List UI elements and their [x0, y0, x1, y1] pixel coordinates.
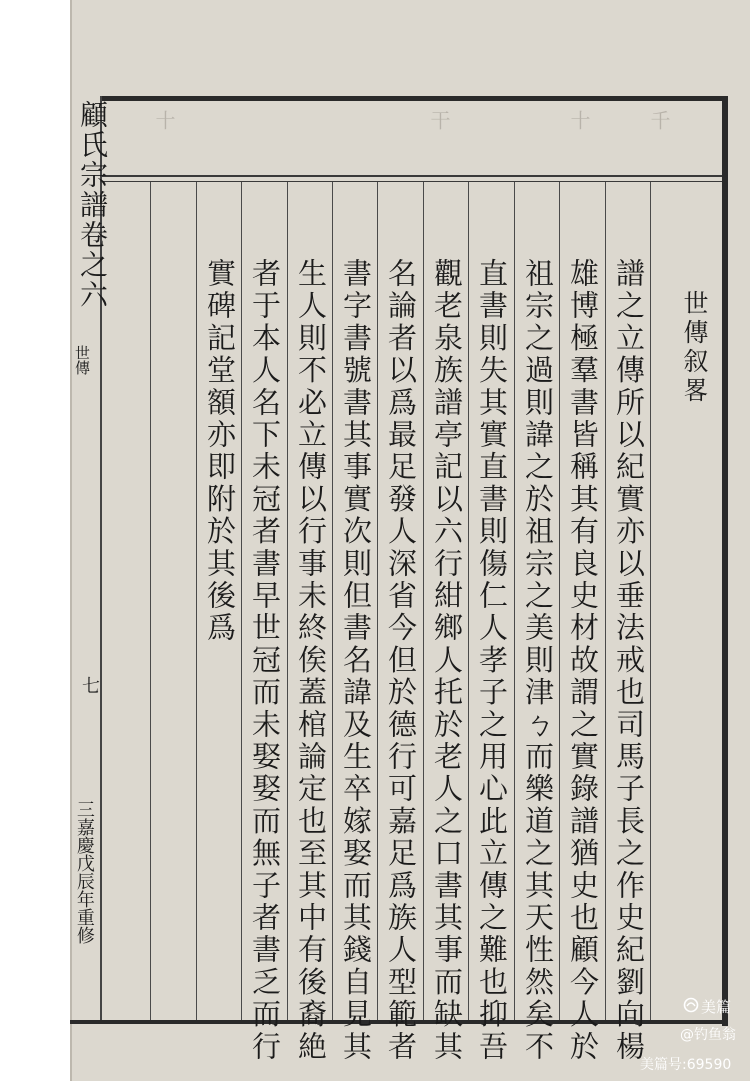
watermark-brand: 美篇	[701, 998, 732, 1016]
column-rule	[423, 182, 424, 1020]
text-column: 生人則不必立傳以行事未終俟蓋棺論定也至其中有後裔絶	[294, 258, 328, 1063]
header-band-rule	[100, 175, 722, 177]
text-column: 雄博極羣書皆稱其有良史材故謂之實錄譜猶史也顧今人於	[566, 258, 600, 1063]
column-rule	[150, 182, 151, 1020]
text-column: 譜之立傳所以紀實亦以垂法戒也司馬子長之作史紀劉向楊	[612, 258, 646, 1063]
column-rule	[377, 182, 378, 1020]
text-column: 書字書號書其事實次則但書名諱及生卒嫁娶而其錢自見其	[339, 258, 373, 1063]
column-rule	[241, 182, 242, 1020]
column-rule	[287, 182, 288, 1020]
text-column: 觀老泉族譜亭記以六行紺鄉人托於老人之口書其事而缺其	[430, 258, 464, 1063]
meipian-logo-icon	[683, 997, 699, 1013]
edition-text: 嘉慶戊辰年重修	[73, 818, 95, 944]
header-ghost-mark: 十	[152, 110, 176, 130]
header-ghost-mark: 千	[647, 110, 671, 130]
watermark-author: @钓鱼翁	[680, 1027, 736, 1043]
column-rule	[514, 182, 515, 1020]
column-rule	[605, 182, 606, 1020]
header-band-rule-thin	[100, 181, 722, 182]
text-column: 祖宗之過則諱之於祖宗之美則津ㄅ而樂道之其天性然矣不	[521, 258, 555, 1063]
edition-prefix: 三	[73, 800, 95, 818]
spine-section-label: 世傳	[73, 345, 91, 375]
column-rule	[559, 182, 560, 1020]
header-ghost-mark: 干	[427, 110, 451, 130]
header-ghost-mark: 十	[567, 110, 591, 130]
column-rule	[332, 182, 333, 1020]
column-rule	[196, 182, 197, 1020]
watermark-id: 美篇号:69590	[640, 1057, 732, 1073]
column-rule	[650, 182, 651, 1020]
page-number: 七	[79, 676, 100, 694]
spine-title: 顧氏宗譜卷之六	[76, 100, 109, 310]
text-column: 直書則失其實直書則傷仁人孝子之用心此立傳之難也抑吾	[475, 258, 509, 1063]
frame-top-border	[100, 96, 728, 101]
section-heading: 世傳叙畧	[680, 290, 709, 406]
column-rule	[468, 182, 469, 1020]
text-column: 者于本人名下未冠者書早世冠而未娶娶而無子者書乏而行	[248, 258, 282, 1063]
edition-note	[74, 800, 93, 944]
frame-right-border	[722, 96, 728, 1026]
text-column: 實碑記堂額亦即附於其後爲	[203, 258, 237, 645]
text-column: 名論者以爲最足發人深省今但於德行可嘉足爲族人型範者	[384, 258, 418, 1063]
